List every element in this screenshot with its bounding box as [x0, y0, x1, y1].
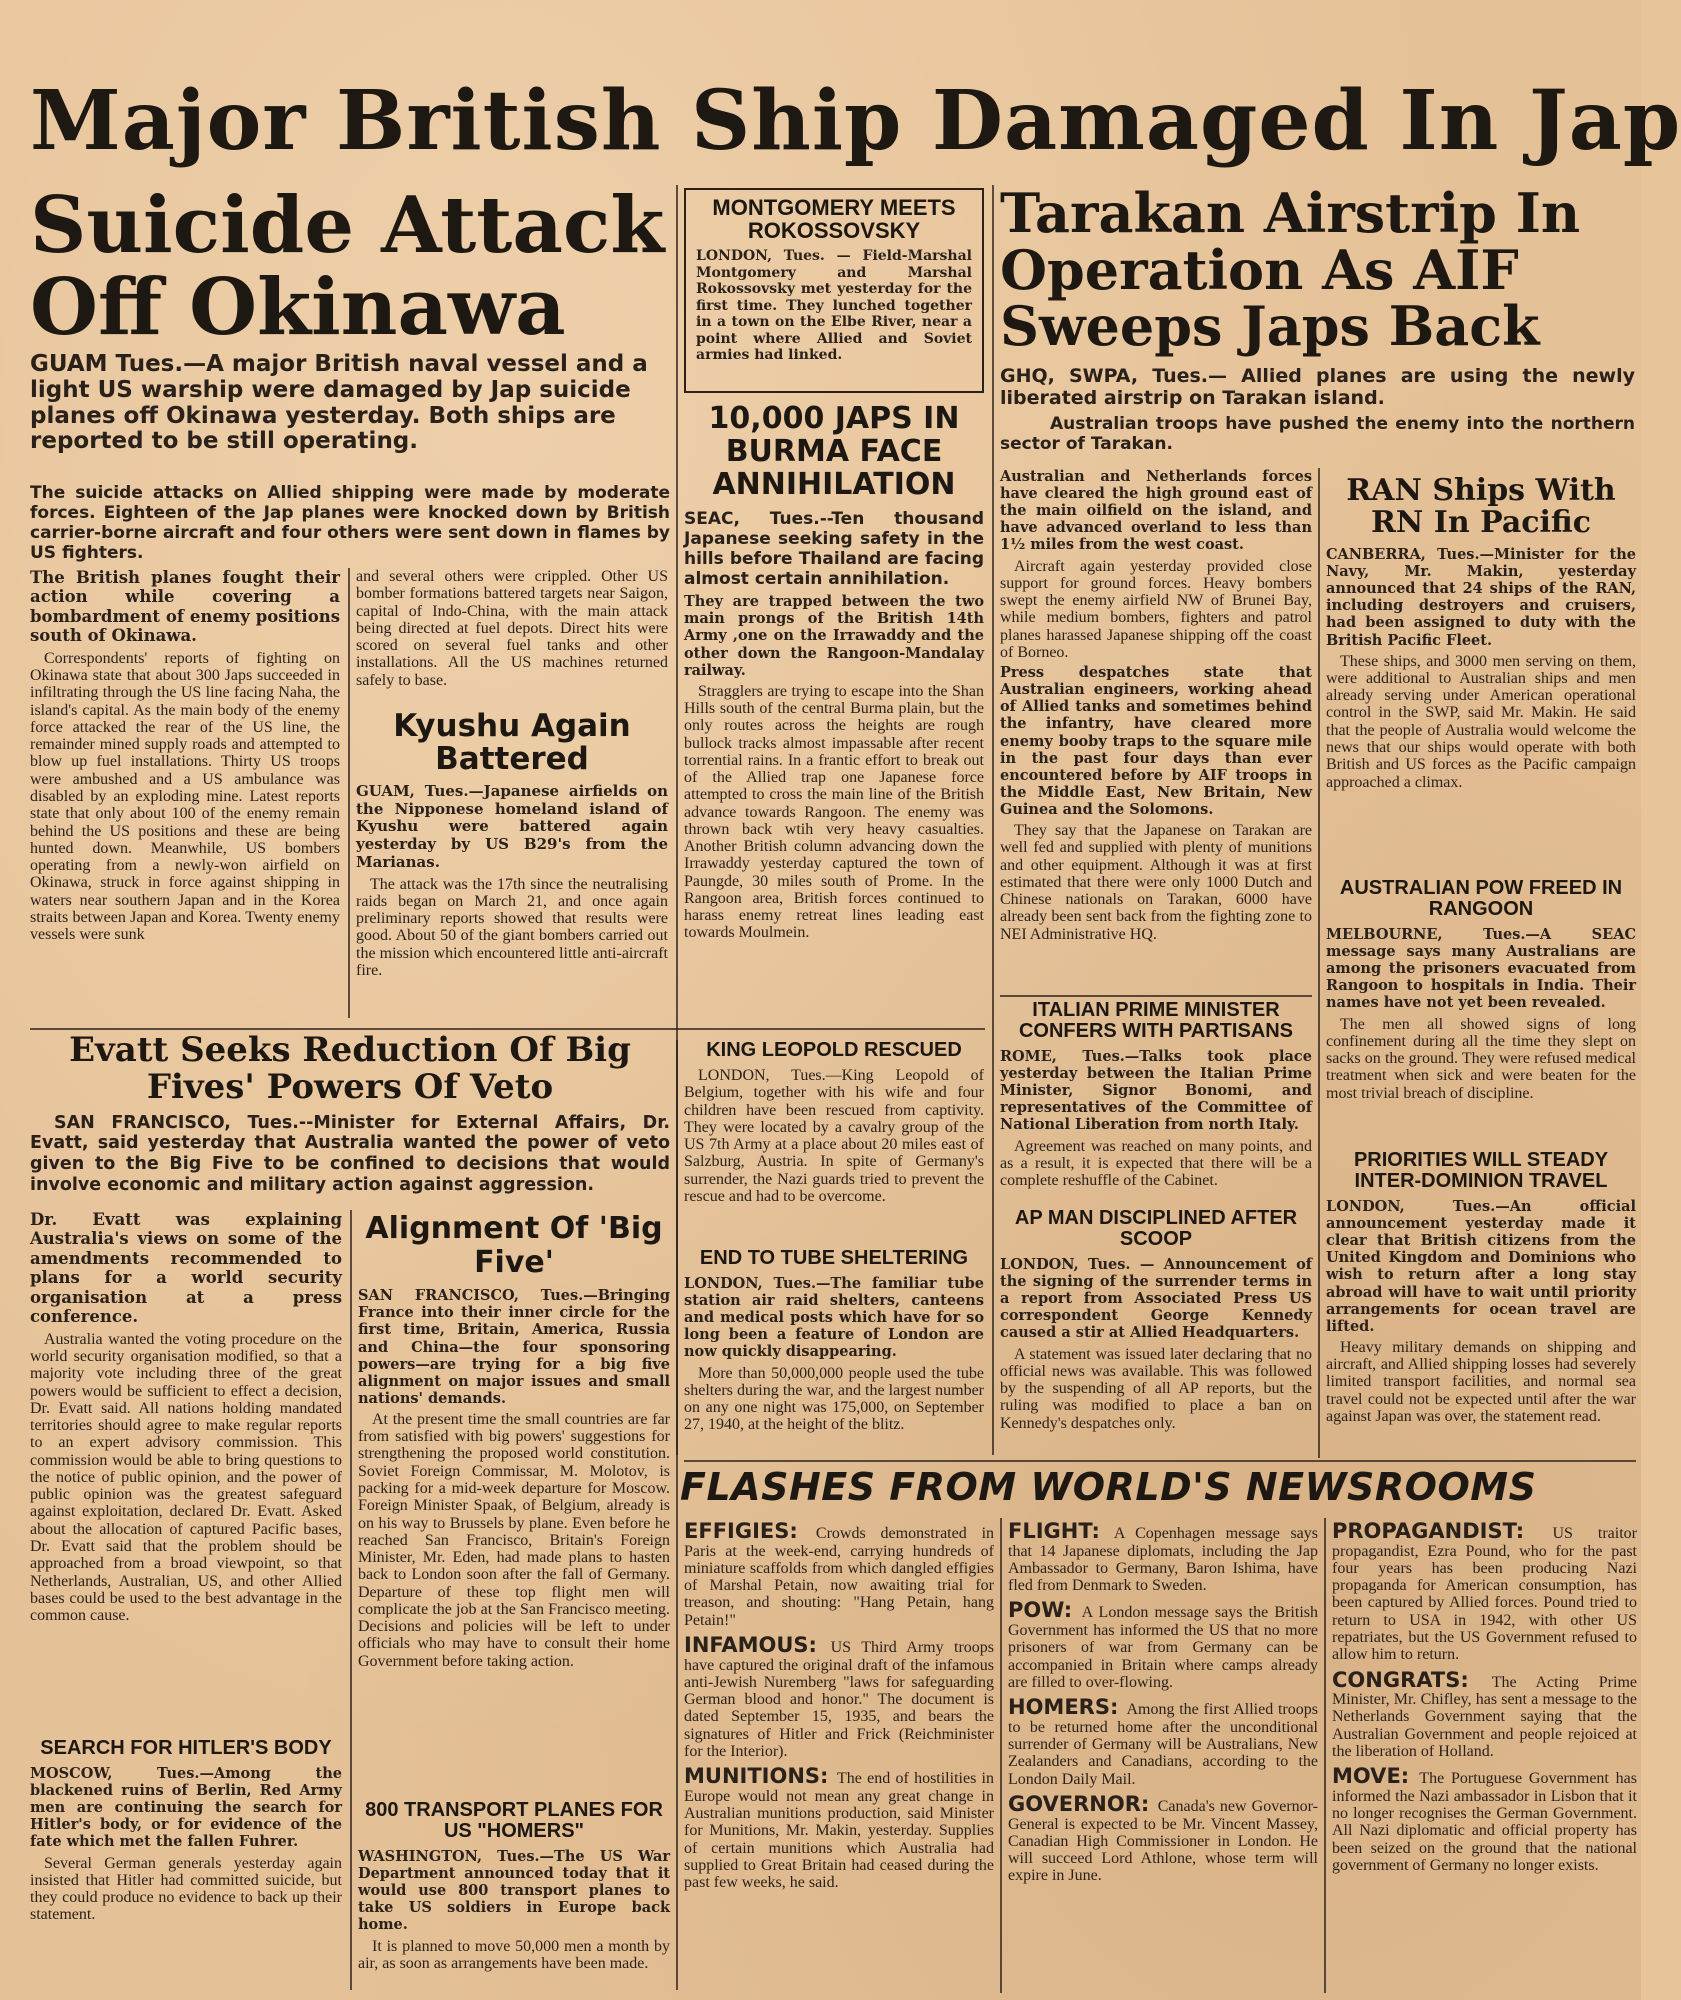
main-col1-body: Correspondents' reports of fighting on Okinawa state that about 300 Japs succeeded in infiltrating through the US line facing Naha, the island's capital. As the main body of the enemy force attacked the rear of the US line, the remainder mined supply roads and attempted to blow up fuel installations. Thirty US troops were ambushed and a US ambulance was disabled by an exploding mine. Latest reports state that only about 100 of the enemy remain behind the US positions and these are being hunted down. Meanwhile, US bombers operating from a newly-won airfield on Okinawa, struck in force against shipping in waters near southern Japan and in the Korea straits between Japan and Korea. Twenty enemy vessels were sunk — [30, 649, 340, 944]
tarakan-bold2: Press despatches state that Australian engineers, working ahead of Allied tanks and sometimes behind the infantry, have cleared more enemy booby traps to the square mile in the past four days than ever encountered before by AIF troops in the Middle East, New Britain, New Guinea and the Solomons. — [1000, 664, 1312, 819]
main-col1-bold: The British planes fought their action while covering a bombardment of enemy positions south of Okinawa. — [30, 568, 340, 646]
flash-item — [1008, 1696, 1318, 1788]
italian-body: Agreement was reached on many points, and as a result, it is expected that there will be a complete reshuffle of the Cabinet. — [1000, 1137, 1312, 1190]
hitler-body: Several German generals yesterday again insisted that Hitler had committed suicide, but they could produce no evidence to back up their statement. — [30, 1854, 342, 1924]
section-divider — [684, 1460, 1636, 1462]
italian-story — [1000, 1000, 1312, 1200]
flash-text: Canada's new Governor-General is expected to be Mr. Vincent Massey, Canadian High Commissioner in London. He will succeed Lord Athlone, whose term will expire in June. — [1008, 1797, 1318, 1885]
evatt-body: Australia wanted the voting procedure on the world security organisation modified, so that a majority vote including three of the great powers would be sufficient to effect a decision, Dr. Evatt said. All nations holding mandated territories should agree to make regular reports to an expert advisory commission. This commission would be able to bring questions to the notice of public opinion, and the power of public opinion was the greatest safeguard against exploitation, declared Dr. Evatt. Asked about the allocation of captured Pacific bases, Dr. Evatt said that the problem should be approached from a broad viewpoint, so that Netherlands, Australian, US, and other Allied bases could be used to the best advantage in the common cause. — [30, 1330, 342, 1625]
ran-body: These ships, and 3000 men serving on them, were additional to Australian ships and men already serving under American operational control in the SWP, said Mr. Makin. He said that the people of Australia would welcome the news that our ships would operate with both British and US forces as the Pacific campaign approached a climax. — [1326, 652, 1636, 791]
tube-bold: LONDON, Tues.—The familiar tube station air raid shelters, canteens and medical posts which have for so long been a feature of London are now quickly disappearing. — [684, 1275, 984, 1361]
flash-text: A Copenhagen message says that 14 Japanese diplomats, including the Jap Ambassador to Germany, Baron Ishima, have fled from Denmark to Sweden. — [1008, 1525, 1318, 1595]
column-divider — [992, 185, 994, 1455]
section-divider — [1000, 995, 1312, 997]
leopold-story — [684, 1040, 984, 1240]
flashes-column-3 — [1332, 1520, 1637, 1995]
pow-story — [1326, 878, 1636, 1138]
montgomery-headline: MONTGOMERY MEETS ROKOSSOVSKY — [712, 195, 956, 244]
burma-headline: 10,000 JAPS IN BURMA FACE ANNIHILATION — [708, 401, 960, 502]
transport-headline: 800 TRANSPORT PLANES FOR US "HOMERS" — [365, 1799, 663, 1842]
main-lead — [30, 352, 670, 482]
flash-keyword: MUNITIONS: — [684, 1764, 837, 1789]
flash-item — [1332, 1669, 1637, 1761]
transport-story — [358, 1800, 670, 1995]
hitler-headline: SEARCH FOR HITLER'S BODY — [40, 1737, 332, 1759]
evatt-bold: Dr. Evatt was explaining Australia's views on some of the amendments recommended to plans for a world security organisation at a press conference. — [30, 1210, 342, 1327]
column-divider — [676, 1040, 678, 1990]
main-sub-text: The suicide attacks on Allied shipping were made by moderate forces. Eighteen of the Jap planes were knocked down by British carrier-borne aircraft and four others were sent down in flames by US fighters. — [30, 483, 670, 564]
flash-keyword: HOMERS: — [1008, 1695, 1127, 1720]
kyushu-body: The attack was the 17th since the neutralising raids began on March 21, and once again preliminary reports showed that results were good. About 50 of the giant bombers carried out the mission which encountered little anti-aircraft fire. — [356, 875, 668, 979]
ap-story — [1000, 1208, 1312, 1458]
montgomery-body: LONDON, Tues. — Field-Marshal Montgomery and Marshal Rokossovsky met yesterday for the first time. They lunched together in a town on the Elbe River, near a point where Allied and Soviet armies had linked. — [696, 248, 972, 364]
flash-text: Among the first Allied troops to be returned home after the unconditional surrender of Germany will be Australians, New Zealanders and Canadians, according to the London Daily Mail. — [1008, 1701, 1318, 1788]
tarakan-lead2: Australian troops have pushed the enemy into the northern sector of Tarakan. — [1000, 413, 1635, 454]
hitler-story — [30, 1738, 342, 1993]
flash-keyword: CONGRATS: — [1332, 1667, 1492, 1692]
priorities-body: Heavy military demands on shipping and aircraft, and Allied shipping losses had severely limited transport facilities, and normal sea travel could not be expected until after the war against Japan was over, the statement read. — [1326, 1338, 1636, 1425]
pow-body: The men all showed signs of long confinement during all the time they slept on sacks on the ground. They were refused medical treatment when sick and were beaten for the most trivial breach of discipline. — [1326, 1015, 1636, 1102]
main-headline — [30, 73, 1681, 180]
priorities-headline: PRIORITIES WILL STEADY INTER-DOMINION TRAVEL — [1353, 1149, 1609, 1192]
headline-line1: Major British Ship Damaged In Jap — [30, 73, 1681, 169]
flash-keyword: FLIGHT: — [1008, 1519, 1114, 1543]
main-col2-body: and several others were crippled. Other US bomber formations battered targets near Saigon, capital of Indo-China, with the main attack being directed at fuel depots. Direct hits were scored on several fuel tanks and other installations. All the US machines returned safely to base. — [356, 568, 668, 689]
tarakan-body2: They say that the Japanese on Tarakan are well fed and supplied with plenty of munitions and other equipment. Although it was at first estimated that there were only 1000 Dutch and Chinese nationals on Tarakan, 6000 have already been sent back from the fighting zone to NEI Administrative HQ. — [1000, 822, 1312, 943]
kyushu-story — [356, 710, 668, 1022]
ran-headline: RAN Ships With RN In Pacific — [1346, 473, 1616, 540]
flash-keyword: MOVE: — [1332, 1764, 1420, 1789]
flashes-title: FLASHES FROM WORLD'S NEWSROOMS — [680, 1465, 1537, 1509]
pow-bold: MELBOURNE, Tues.—A SEAC message says many Australians are among the prisoners evacuated from Rangoon to hospitals in India. Their names have not yet been revealed. — [1326, 926, 1636, 1012]
kyushu-headline: Kyushu Again Battered — [393, 708, 631, 777]
main-column-1 — [30, 568, 340, 1020]
ap-bold: LONDON, Tues. — Announcement of the signing of the surrender terms in a report from Associated Press US correspondent George Kennedy caused a stir at Allied Headquarters. — [1000, 1256, 1312, 1342]
evatt-headline-block — [30, 1030, 670, 1195]
montgomery-story — [684, 188, 984, 393]
transport-body: It is planned to move 50,000 men a month by air, as soon as arrangements have been made. — [358, 1937, 670, 1972]
ran-story — [1326, 475, 1636, 855]
burma-lead: SEAC, Tues.--Ten thousand Japanese seeking safety in the hills before Thailand are facing almost certain annihilation. — [684, 509, 984, 590]
evatt-headline: Evatt Seeks Reduction Of Big Fives' Powers Of Veto — [69, 1030, 631, 1108]
flash-text: The Acting Prime Minister, Mr. Chifley, has sent a message to the Netherlands Government saying that the Australian Government and people rejoiced at the liberation of Holland. — [1332, 1673, 1637, 1760]
flash-text: US Third Army troops have captured the original draft of the infamous anti-Jewish Nuremberg "laws for safeguarding German blood and honor." The document is dated September 15, 1935, and bears the signatures of Hitler and Frick (Reichminister for the Interior). — [684, 1639, 994, 1760]
hitler-bold: MOSCOW, Tues.—Among the blackened ruins of Berlin, Red Army men are continuing the search for Hitler's body, or for evidence of the fate which met the fallen Fuhrer. — [30, 1765, 342, 1851]
flash-text: A London message says the British Government has informed the US that no more prisoners of war from Germany can be accompanied in Britain where camps already are filled to over-flowing. — [1008, 1604, 1318, 1691]
burma-story — [684, 402, 984, 1027]
ap-body: A statement was issued later declaring that no official news was available. This was followed by the suspending of all AP reports, but the ruling was modified to place a ban on Kennedy's despatches only. — [1000, 1345, 1312, 1432]
leopold-headline: KING LEOPOLD RESCUED — [706, 1039, 962, 1061]
flash-text: US traitor propagandist, Ezra Pound, who for the past four years has been producing Nazi propaganda for American consumption, has been captured by Allied forces. Pound tried to return to USA in 1942, with other US repatriates, but the US Government refused to allow him to return. — [1332, 1525, 1637, 1664]
flash-keyword: PROPAGANDIST: — [1332, 1519, 1553, 1543]
flash-text: The end of hostilities in Europe would not mean any great change in Australian munitions production, said Minister for Munitions, Mr. Makin, yesterday. Supplies of certain munitions which Australia had supplied to Great Britain had ceased during the past few weeks, he said. — [684, 1770, 994, 1892]
tarakan-headline: Tarakan Airstrip In Operation As AIF Sweeps Japs Back — [1000, 181, 1581, 359]
column-divider — [350, 1210, 352, 1990]
flash-keyword: INFAMOUS: — [684, 1633, 831, 1657]
tarakan-headline-block — [1000, 181, 1635, 360]
flash-keyword: GOVERNOR: — [1008, 1791, 1158, 1816]
evatt-column — [30, 1210, 342, 1730]
flashes-column-1 — [684, 1520, 994, 1995]
flash-item — [1332, 1520, 1637, 1664]
alignment-bold: SAN FRANCISCO, Tues.—Bringing France into their inner circle for the first time, Britain, America, Russia and China—the four sponsoring powers—are trying for a big five alignment on major issues and small nations' demands. — [358, 1287, 670, 1407]
tube-story — [684, 1248, 984, 1458]
italian-bold: ROME, Tues.—Talks took place yesterday between the Italian Prime Minister, Signor Bonomi, and representatives of the Committee of National Liberation from north Italy. — [1000, 1048, 1312, 1134]
tarakan-body: Aircraft again yesterday provided close support for ground forces. Heavy bombers swept the enemy airfield NW of Brunei Bay, while medium bombers, fighters and patrol planes harassed Japanese shipping off the coast of Borneo. — [1000, 557, 1312, 661]
flash-text: Crowds demonstrated in Paris at the week-end, carrying hundreds of miniature scaffolds from which dangled effigies of Marshal Petain, now awaiting trial for treason, and shouting: "Hang Petain, hang Petain!" — [684, 1525, 995, 1629]
leopold-body: LONDON, Tues.—King Leopold of Belgium, together with his wife and four children have been rescued from captivity. They were located by a cavalry group of the US 7th Army at a place about 20 miles east of Salzburg, Austria. In spite of Germany's surrender, the Nazi guards tried to prevent the rescue and had to be overcome. — [684, 1067, 984, 1205]
tarakan-lead-block — [1000, 365, 1635, 465]
flashes-column-2 — [1008, 1520, 1318, 1995]
flash-item — [1332, 1765, 1637, 1874]
kyushu-lead: GUAM, Tues.—Japanese airfields on the Nipponese homeland island of Kyushu were battered again yesterday by US B29's from the Marianas. — [356, 782, 668, 871]
main-column-2 — [356, 568, 668, 698]
priorities-story — [1326, 1150, 1636, 1455]
alignment-headline: Alignment Of 'Big Five' — [365, 1211, 663, 1280]
ap-headline: AP MAN DISCIPLINED AFTER SCOOP — [1014, 1207, 1298, 1250]
column-divider — [348, 568, 350, 1018]
tarakan-body-block — [1000, 468, 1312, 988]
alignment-body: At the present time the small countries are far from satisfied with big powers' suggestions for strengthening the proposed world constitution. Soviet Foreign Commissar, M. Molotov, is packing for a mid-week departure for Moscow. Foreign Minister Spaak, of Belgium, already is on his way to Brussels by plane. Even before he reached San Francisco, Britain's Foreign Minister, Mr. Eden, had made plans to hasten back to London soon after the fall of Germany. Departure of these top flight men will complicate the job at the San Francisco meeting. Decisions and policies will be left to under officials who may have to consult their home Government before taking action. — [358, 1410, 670, 1670]
flash-item — [1008, 1599, 1318, 1691]
column-divider — [1324, 1518, 1326, 1993]
tarakan-bold: Australian and Netherlands forces have cleared the high ground east of the main oilfield on the island, and have advanced overland to less than 1½ miles from the west coast. — [1000, 468, 1312, 554]
pow-headline: AUSTRALIAN POW FREED IN RANGOON — [1339, 877, 1623, 920]
evatt-lead: SAN FRANCISCO, Tues.--Minister for External Affairs, Dr. Evatt, said yesterday that Australia wanted the power of veto given to the Big Five to be confined to decisions that would involve economic and military action against aggression. — [30, 1112, 670, 1195]
flash-text: The Portuguese Government has informed the Nazi ambassador in Lisbon that it no longer recognises the German Government. All Nazi diplomatic and official property has been seized on the ground that the national government of Germany no longer exists. — [1332, 1770, 1637, 1874]
flash-keyword: EFFIGIES: — [684, 1519, 816, 1543]
burma-body: Stragglers are trying to escape into the Shan Hills south of the central Burma plain, but the only routes across the heights are rough bullock tracks almost impassable after recent torrential rains. In a frantic effort to break out of the Allied trap one Japanese force attempted to cross the main line of the British advance towards Rangoon. The enemy was thrown back wtih very heavy casualties. Another British column advancing down the Irrawaddy yesterday captured the town of Paungde, 30 miles south of Prome. In the Rangoon area, British forces continued to harass enemy retreat lines leading east towards Moulmein. — [684, 682, 984, 942]
tube-headline: END TO TUBE SHELTERING — [699, 1247, 969, 1269]
flash-item — [1008, 1793, 1318, 1885]
burma-bold: They are trapped between the two main prongs of the British 14th Army ,one on the Irrawaddy and the other down the Rangoon-Mandalay railway. — [684, 593, 984, 679]
flash-item — [1008, 1520, 1318, 1594]
flash-item — [684, 1634, 994, 1760]
main-sub — [30, 483, 670, 565]
priorities-bold: LONDON, Tues.—An official announcement yesterday made it clear that British citizens from the United Kingdom and Dominions who wish to return after a long stay abroad will have to wait until priority arrangements for ocean travel are lifted. — [1326, 1198, 1636, 1335]
headline-line2: Suicide Attack Off Okinawa — [30, 180, 665, 353]
flash-item — [684, 1520, 994, 1629]
main-lead-text: GUAM Tues.—A major British naval vessel and a light US warship were damaged by Jap suicide planes off Okinawa yesterday. Both ships are reported to be still operating. — [30, 351, 648, 455]
tarakan-lead: GHQ, SWPA, Tues.— Allied planes are using the newly liberated airstrip on Tarakan island. — [1000, 365, 1635, 410]
ran-bold: CANBERRA, Tues.—Minister for the Navy, Mr. Makin, yesterday announced that 24 ships of the RAN, including destroyers and cruisers, had been assigned to duty with the British Pacific Fleet. — [1326, 546, 1636, 649]
tube-body: More than 50,000,000 people used the tube shelters during the war, and the largest number on any one night was 175,000, on September 27, 1940, at the height of the blitz. — [684, 1364, 984, 1434]
italian-headline: ITALIAN PRIME MINISTER CONFERS WITH PARTISANS — [1018, 999, 1294, 1042]
flash-item — [684, 1765, 994, 1891]
transport-bold: WASHINGTON, Tues.—The US War Department announced today that it would use 800 transport planes to take US soldiers in Europe back home. — [358, 1848, 670, 1934]
column-divider — [1000, 1518, 1002, 1993]
flash-keyword: POW: — [1008, 1598, 1082, 1623]
alignment-story — [358, 1212, 670, 1792]
main-story-headline — [30, 180, 670, 355]
column-divider — [1318, 468, 1320, 1458]
